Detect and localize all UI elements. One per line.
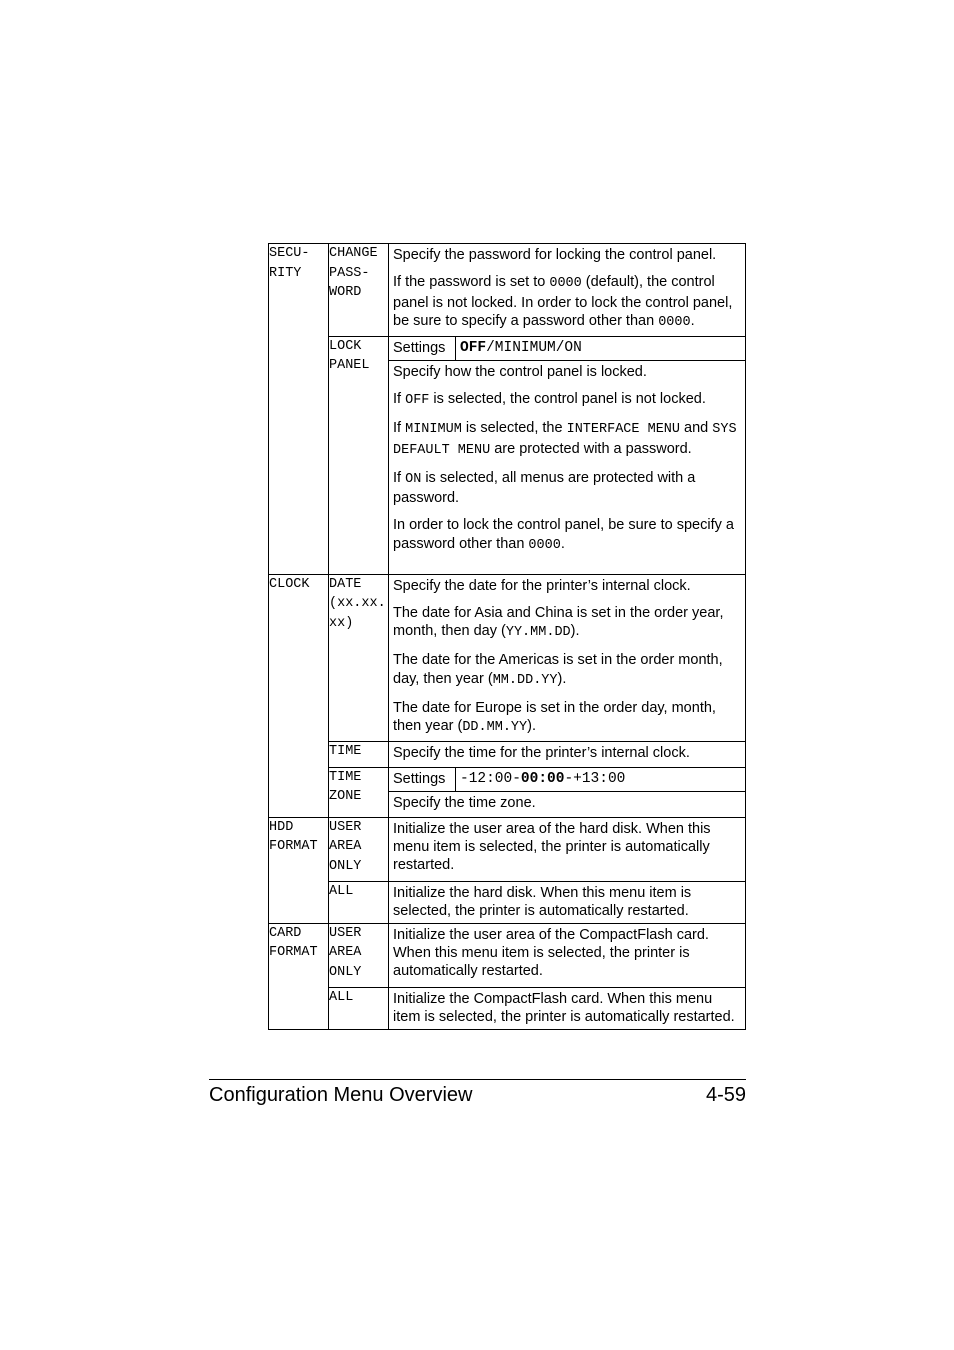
item-time-zone: TIME ZONE [329, 767, 389, 817]
item-change-password: CHANGE PASS- WORD [329, 244, 389, 337]
item-all: ALL [329, 881, 389, 923]
page-number: 4-59 [705, 1084, 746, 1106]
item-user-area-only: USER AREA ONLY [329, 923, 389, 987]
menu-clock: CLOCK [269, 574, 329, 817]
hdd-user-area-description [389, 817, 746, 881]
paragraph: Initialize the user area of the hard disk. When this menu item is selected, the printer is automatically restarted. [393, 820, 711, 873]
settings-label: Settings [389, 768, 456, 792]
paragraph: If OFF is selected, the control panel is not locked. [393, 391, 706, 408]
paragraph: Specify the date for the printer’s internal clock. [393, 577, 691, 594]
config-menu-table [268, 243, 746, 1030]
card-user-area-description [389, 923, 746, 987]
paragraph: If MINIMUM is selected, the INTERFACE MENU and SYS DEFAULT MENU are protected with a password. [393, 420, 737, 458]
page-footer [209, 1079, 746, 1106]
paragraph: Specify the password for locking the control panel. [393, 247, 717, 263]
paragraph: The date for Asia and China is set in the order year, month, then day (YY.MM.DD). [393, 604, 724, 640]
card-all-description [389, 987, 746, 1029]
settings-row [389, 337, 745, 362]
paragraph: Specify how the control panel is locked. [393, 364, 647, 380]
item-user-area-only: USER AREA ONLY [329, 817, 389, 881]
time-description [389, 741, 746, 767]
footer-title: Configuration Menu Overview [209, 1084, 473, 1106]
paragraph: Specify the time for the printer’s internal clock. [393, 744, 690, 761]
item-date: DATE (xx.xx. xx) [329, 574, 389, 741]
paragraph: In order to lock the control panel, be sure to specify a password other than 0000. [393, 517, 734, 553]
time-zone-description [389, 767, 746, 817]
date-description [389, 574, 746, 741]
menu-hdd-format: HDD FORMAT [269, 817, 329, 923]
item-all: ALL [329, 987, 389, 1029]
paragraph: Initialize the hard disk. When this menu item is selected, the printer is automatically restarted. [393, 884, 692, 919]
change-password-description [389, 244, 746, 337]
settings-row [389, 768, 745, 793]
paragraph: Initialize the CompactFlash card. When this menu item is selected, the printer is automatically restarted. [393, 990, 735, 1025]
paragraph: The date for the Americas is set in the order month, day, then year (MM.DD.YY). [393, 652, 723, 688]
paragraph: The date for Europe is set in the order day, month, then year (DD.MM.YY). [393, 699, 716, 735]
paragraph: If the password is set to 0000 (default), the control panel is not locked. In order to lock the control panel, be sure to specify a password other than 0000. [393, 274, 733, 330]
paragraph: Specify the time zone. [393, 795, 536, 811]
hdd-all-description [389, 881, 746, 923]
menu-card-format: CARD FORMAT [269, 923, 329, 1029]
item-time: TIME [329, 741, 389, 767]
paragraph: If ON is selected, all menus are protected with a password. [393, 469, 696, 506]
settings-values: OFF/MINIMUM/ON [460, 339, 582, 356]
paragraph: Initialize the user area of the CompactFlash card. When this menu item is selected, the printer is automatically restarted. [393, 926, 709, 979]
item-lock-panel: LOCK PANEL [329, 336, 389, 574]
settings-label: Settings [389, 337, 456, 361]
menu-security: SECU- RITY [269, 244, 329, 575]
settings-values: -12:00-00:00-+13:00 [460, 770, 626, 787]
lock-panel-description [389, 336, 746, 574]
